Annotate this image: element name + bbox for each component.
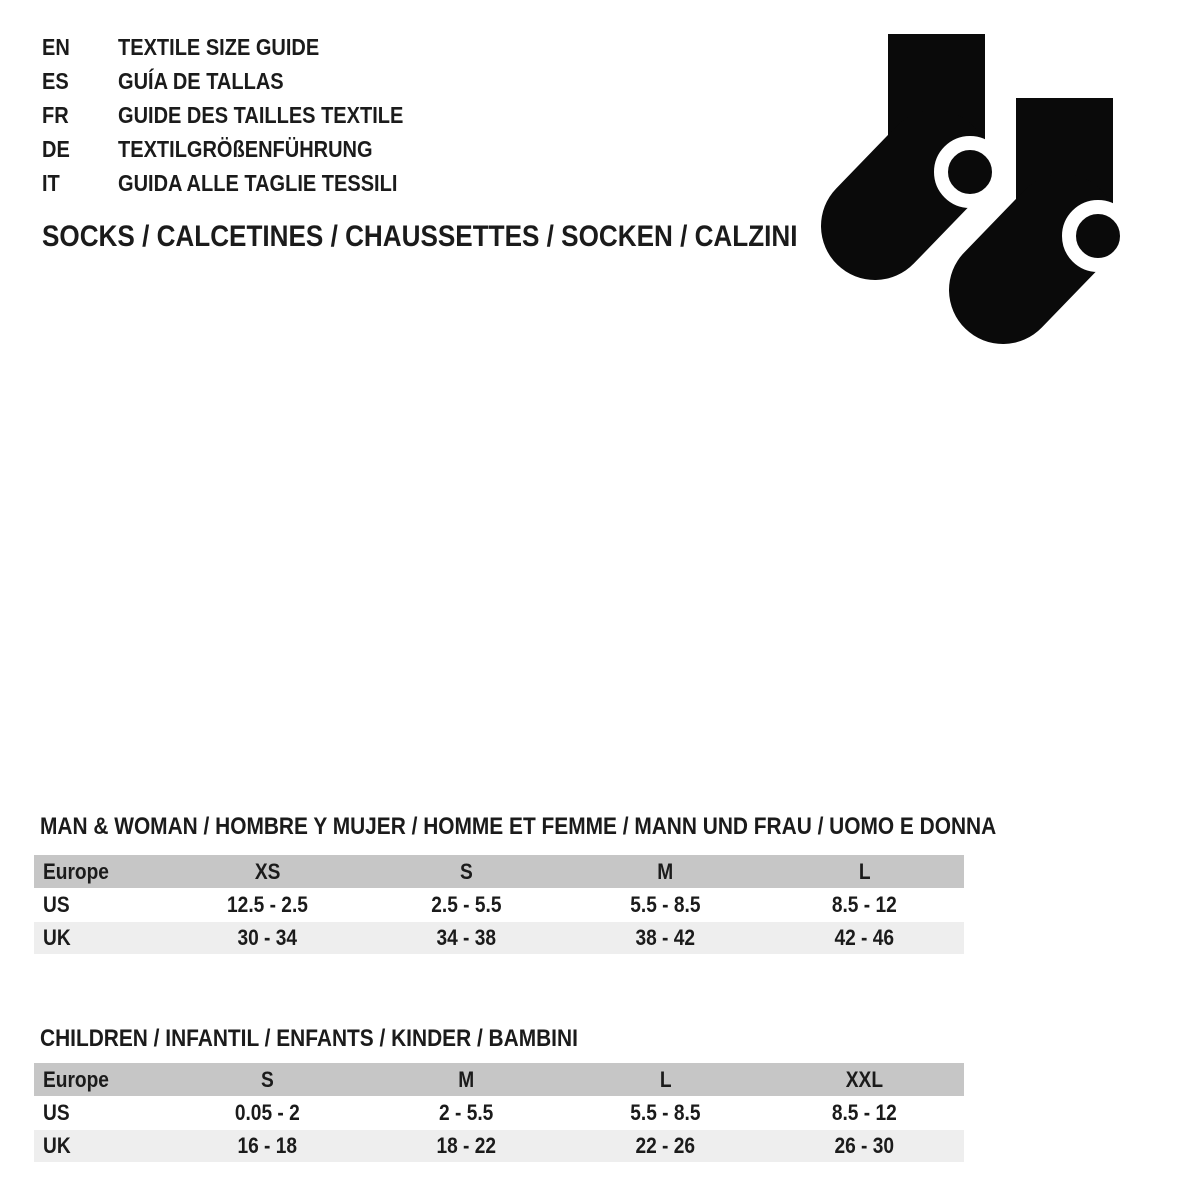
language-row-en: [42, 30, 446, 64]
language-label: GUÍA DE TALLAS: [118, 68, 284, 94]
table-row-uk: [34, 922, 964, 954]
language-row-es: [42, 64, 446, 98]
row-label: US: [43, 1100, 70, 1125]
size-value-cell: 16 - 18: [237, 1133, 298, 1158]
row-label: US: [43, 892, 70, 917]
table-row-us: [34, 888, 964, 922]
language-label: TEXTILGRÖßENFÜHRUNG: [118, 136, 373, 162]
size-value-cell: 0.05 - 2: [235, 1100, 300, 1125]
table-row-us: [34, 1096, 964, 1130]
language-label: GUIDA ALLE TAGLIE TESSILI: [118, 170, 398, 196]
language-code: IT: [42, 170, 60, 196]
size-value-cell: 8.5 - 12: [832, 892, 897, 917]
size-value-cell: 30 - 34: [237, 925, 298, 950]
category-heading: [42, 222, 910, 252]
header-cell-size: L: [659, 1066, 672, 1092]
category-heading-text: SOCKS / CALCETINES / CHAUSSETTES / SOCKEN / CALZINI: [42, 220, 798, 253]
size-value-cell: 26 - 30: [834, 1133, 895, 1158]
size-value-cell: 5.5 - 8.5: [630, 892, 701, 917]
header-cell-region: Europe: [43, 858, 109, 884]
man-woman-table-title: [40, 814, 1139, 840]
header-cell-size: S: [460, 858, 473, 884]
header-cell-region: Europe: [43, 1066, 109, 1092]
language-list: [42, 30, 446, 200]
size-value-cell: 18 - 22: [436, 1133, 497, 1158]
size-value-cell: 42 - 46: [834, 925, 895, 950]
size-value-cell: 2.5 - 5.5: [431, 892, 502, 917]
row-label: UK: [43, 925, 71, 950]
language-code: ES: [42, 68, 69, 94]
sock-right: [1003, 98, 1127, 290]
table-header-row: [34, 1063, 964, 1096]
size-value-cell: 8.5 - 12: [832, 1100, 897, 1125]
language-label: TEXTILE SIZE GUIDE: [118, 34, 320, 60]
size-value-cell: 38 - 42: [635, 925, 696, 950]
children-size-table: [34, 1063, 964, 1162]
language-code: FR: [42, 102, 69, 128]
man-woman-table-title-text: MAN & WOMAN / HOMBRE Y MUJER / HOMME ET FEMME / MANN UND FRAU / UOMO E DONNA: [40, 813, 997, 840]
header-cell-size: XXL: [845, 1066, 884, 1092]
header-cell-size: M: [458, 1066, 475, 1092]
language-code: EN: [42, 34, 70, 60]
language-label: GUIDE DES TAILLES TEXTILE: [118, 102, 404, 128]
language-row-it: [42, 166, 446, 200]
children-table-title: [40, 1026, 658, 1052]
sock-left: [875, 34, 999, 226]
children-table-title-text: CHILDREN / INFANTIL / ENFANTS / KINDER / BAMBINI: [40, 1025, 578, 1052]
size-value-cell: 22 - 26: [635, 1133, 696, 1158]
row-label: UK: [43, 1133, 71, 1158]
table-header-row: [34, 855, 964, 888]
size-value-cell: 12.5 - 2.5: [227, 892, 308, 917]
header-cell-size: M: [657, 858, 674, 884]
table-row-uk: [34, 1130, 964, 1162]
header-cell-size: L: [858, 858, 871, 884]
language-row-de: [42, 132, 446, 166]
language-row-fr: [42, 98, 446, 132]
size-value-cell: 2 - 5.5: [439, 1100, 494, 1125]
size-value-cell: 5.5 - 8.5: [630, 1100, 701, 1125]
language-code: DE: [42, 136, 70, 162]
header-cell-size: XS: [254, 858, 281, 884]
size-value-cell: 34 - 38: [436, 925, 497, 950]
header-cell-size: S: [261, 1066, 274, 1092]
man-woman-size-table: [34, 855, 964, 954]
socks-icon: [820, 34, 1130, 346]
